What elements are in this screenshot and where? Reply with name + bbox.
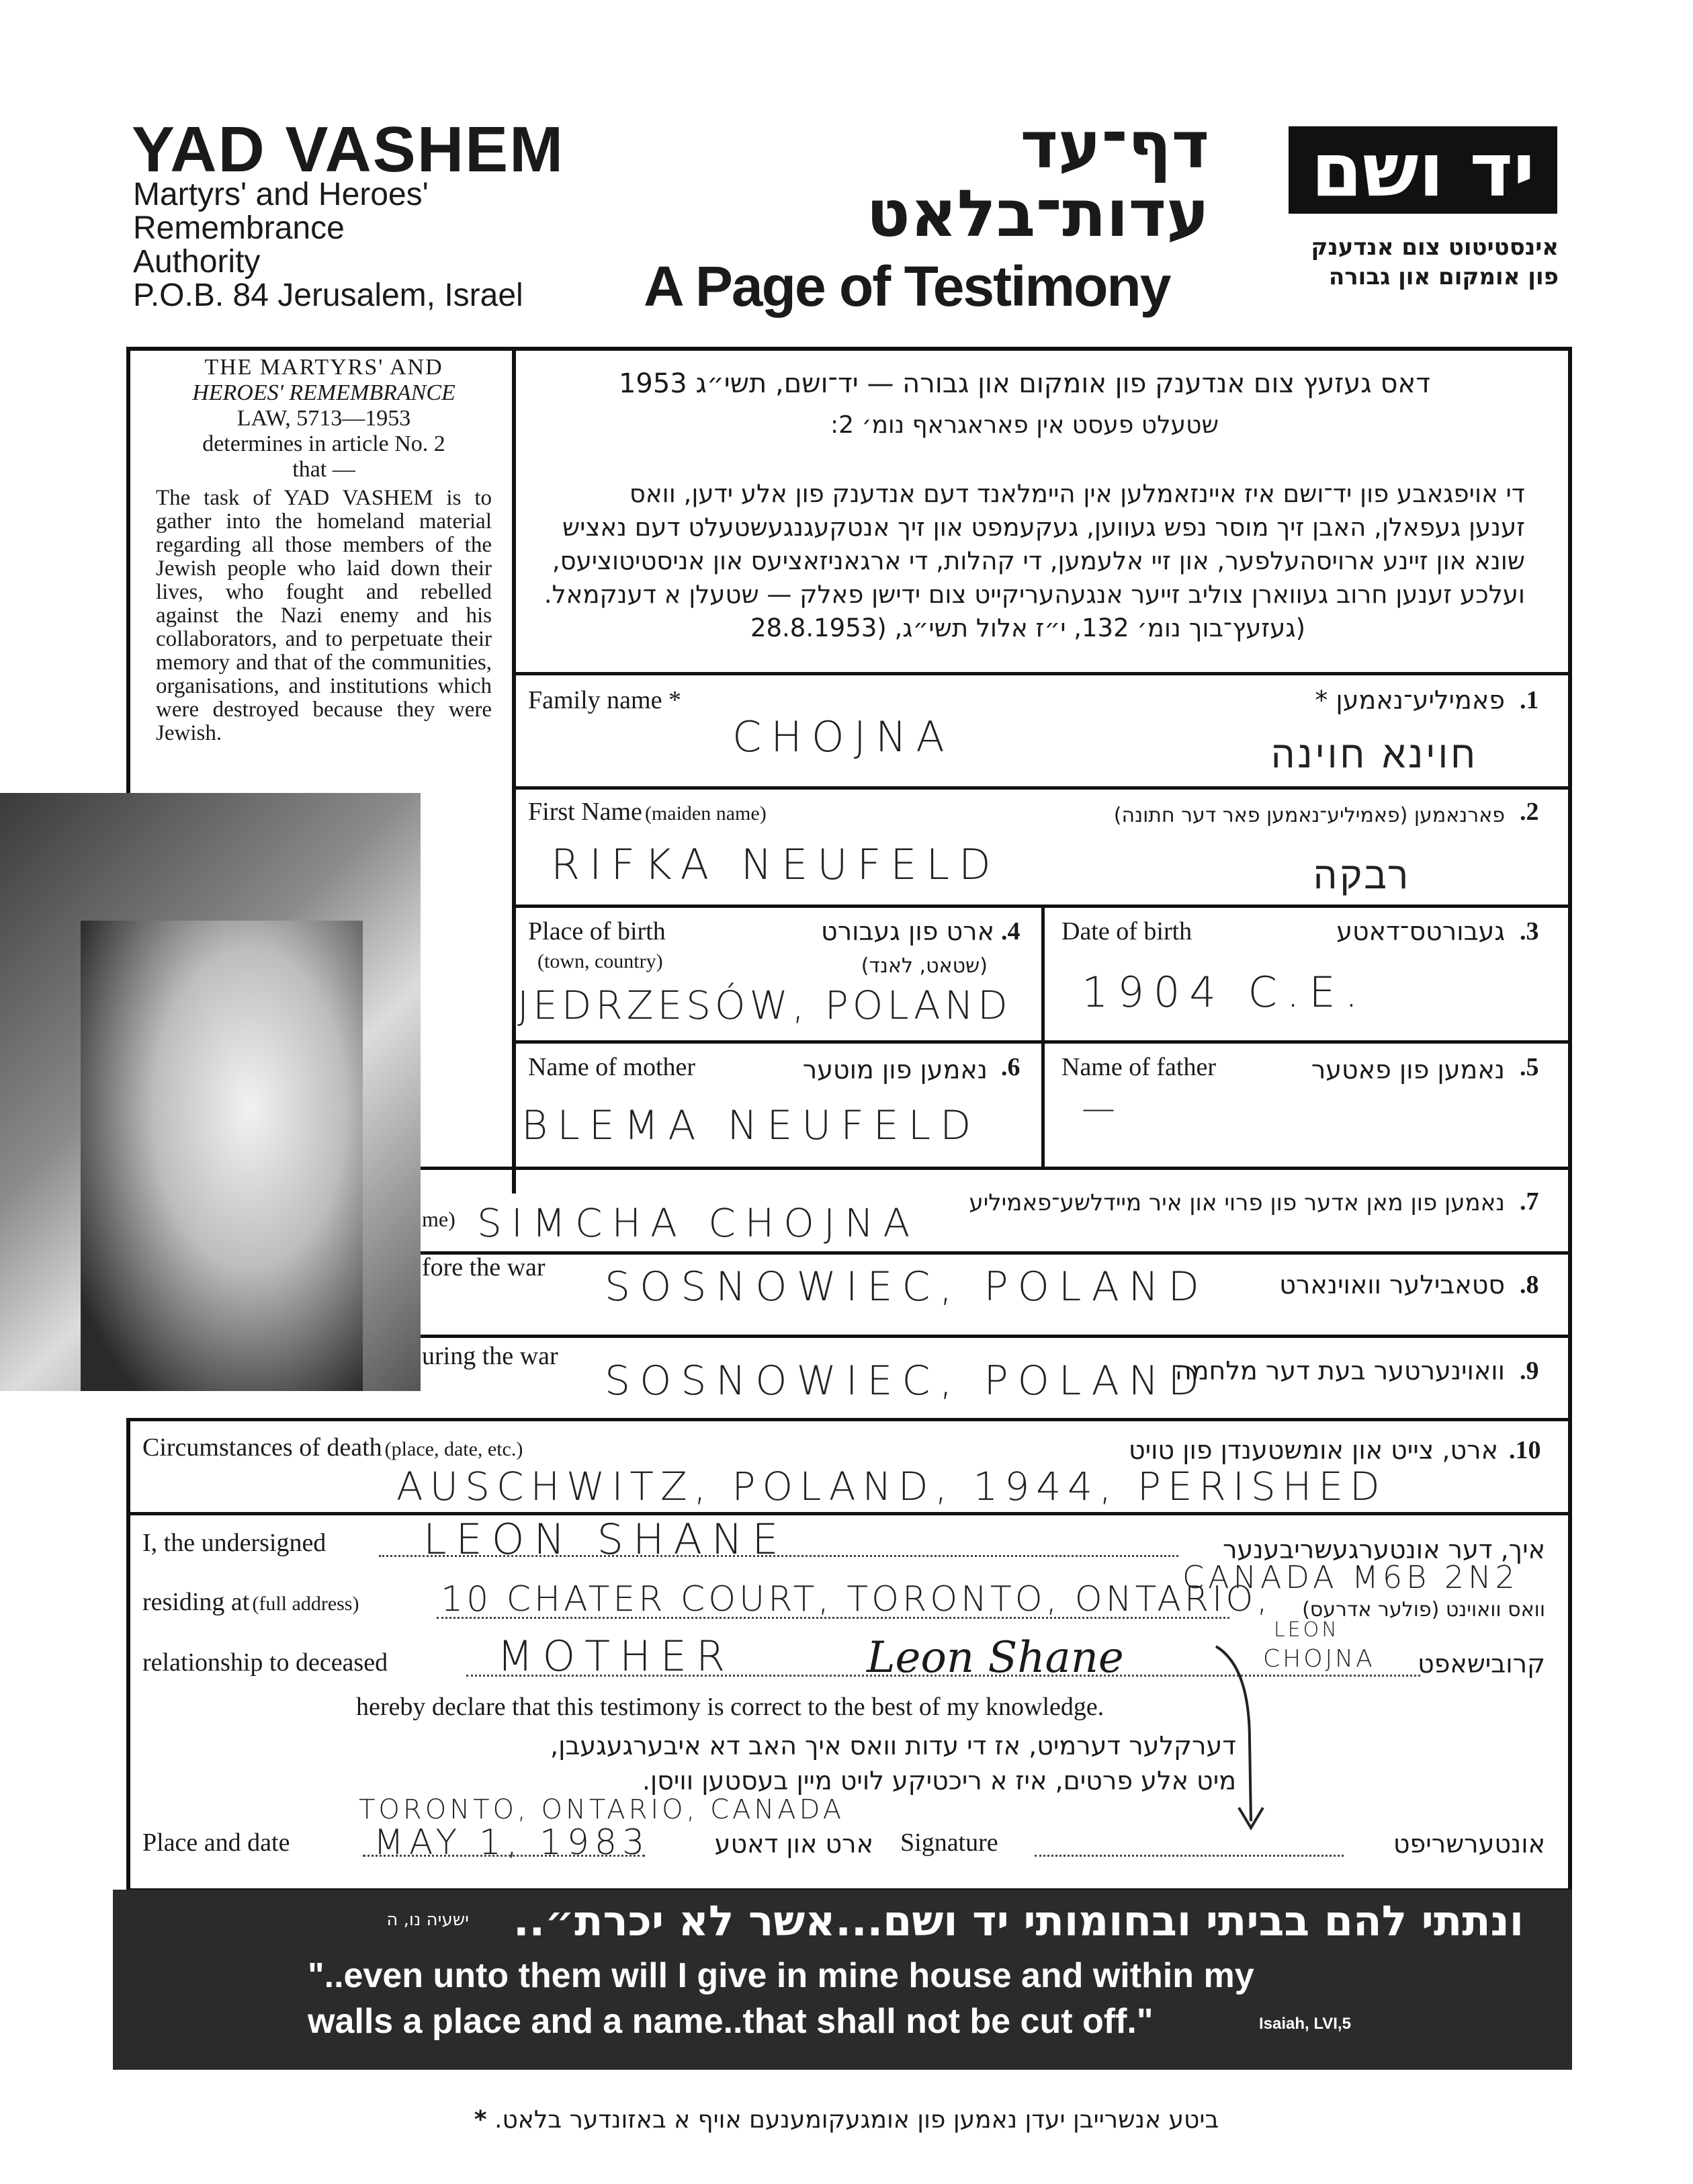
rule-after-field-1 [512, 786, 1572, 790]
field-7-label: me) [422, 1207, 455, 1231]
rule-after-field-4 [512, 1040, 1572, 1044]
declaration-text: hereby declare that this testimony is correct to the best of my knowledge. [356, 1693, 1104, 1721]
field-2-label-group [528, 797, 767, 827]
place-value: MAY 1, 1983 [374, 1822, 650, 1863]
field-4-hebrew-label: ארט פון געבורט [821, 917, 994, 946]
field-1-hebrew-value: חוינא חוינה [1271, 733, 1478, 777]
undersigned-label: I, the undersigned [142, 1529, 327, 1557]
law-hebrew-text [531, 368, 1518, 439]
rule-after-field-10 [126, 1512, 1572, 1515]
law-heb-1: דאס געזעץ צום אנדענק פון אומקום און גבורה — יד־ושם, תשי״ג 1953 [618, 368, 1431, 399]
field-3-value: 1904 C.E. [1082, 968, 1368, 1017]
hebrew-title-1: דף־עד [1020, 108, 1209, 183]
field-4-value: JEDRZESÓW, POLAND [517, 982, 1012, 1028]
field-7-value: SIMCHA CHOJNA [477, 1200, 920, 1246]
law-box [156, 355, 492, 745]
rule-after-field-7 [421, 1251, 1572, 1255]
field-1-value: CHOJNA [732, 712, 954, 761]
signature-note-1: LEON [1274, 1618, 1340, 1642]
field-5-hebrew-label: נאמען פון פאטער [1311, 1055, 1505, 1085]
law-line-2: that — [292, 457, 355, 482]
field-1-label: Family name * [528, 686, 681, 714]
field-10-value: AUSCHWITZ, POLAND, 1944, PERISHED [396, 1464, 1387, 1509]
org-address: P.O.B. 84 Jerusalem, Israel [133, 278, 523, 313]
field-4-label: Place of birth [528, 917, 666, 946]
form-right-border [1568, 347, 1572, 1892]
signature-scrawl: Leon Shane [867, 1633, 1124, 1683]
footnote-star: * [474, 2106, 487, 2134]
law-heb-2: שטעלט פעסט אין פאראגראף נומ׳ 2: [830, 411, 1219, 439]
footnote [417, 2106, 1276, 2134]
law-heb-5: שונא און זיינע ארויסהעלפער, און זיי אלעמען, די קהלות, די ארגאניזאציעס און אניסטיטוציעס, [552, 546, 1525, 575]
field-4-hebrew-sub: (שטאט, לאנד) [861, 954, 988, 978]
residing-value-2: CANADA M6B 2N2 [1182, 1559, 1519, 1595]
field-3-label: Date of birth [1061, 917, 1192, 946]
place-label: Place and date [142, 1829, 290, 1857]
relationship-value: MOTHER [497, 1632, 735, 1681]
footer-hebrew-quote: ונתתי להם בביתי ובחומותי יד ושם...אשר לא יכרת״.. [513, 1896, 1524, 1945]
law-line-1: determines in article No. 2 [202, 431, 445, 456]
field-8-hebrew-label: סטאבילער וואוינארט [1279, 1270, 1505, 1300]
law-heb-6: ועלכע זענען חרוב געווארן צוליב זייער אנגעהעריקייט צום ידישן פאלק — שטעלן א דענקמאל. [544, 580, 1525, 609]
field-8-value: SOSNOWIEC, POLAND [605, 1263, 1209, 1310]
signature-hebrew-label: אונטערשריפט [1393, 1829, 1545, 1859]
field-10-label-group [142, 1433, 523, 1462]
divider-field-4-3 [1041, 905, 1045, 1167]
field-6-value: BLEMA NEUFELD [521, 1102, 981, 1149]
logo-subtitle-1: אינסטיטוט צום אנדענק [1311, 234, 1559, 261]
relationship-hebrew-label: קרובישאפט [1418, 1649, 1545, 1679]
hebrew-title-2: עדות־בלאט [866, 176, 1209, 251]
field-4-label-sub: (town, country) [537, 950, 663, 972]
law-heb-paragraph [531, 477, 1525, 645]
signature-note-2: CHOJNA [1263, 1645, 1375, 1673]
field-2-number: .2 [1520, 798, 1539, 826]
photo-figure [81, 921, 363, 1391]
affixed-photograph [0, 793, 421, 1391]
declaration-hebrew-2: מיט אלע פרטים, איז א ריכטיקע לויט מיין בעסטען וויסן. [642, 1766, 1236, 1796]
form-top-border [126, 347, 1572, 351]
field-9-hebrew-label: וואוינערטער בעת דער מלחמה [1174, 1356, 1505, 1386]
logo-subtitle-2: פון אומקום און גבורה [1328, 263, 1559, 290]
field-7-number: .7 [1520, 1187, 1539, 1216]
law-title-2: HEROES' REMEMBRANCE [192, 380, 455, 405]
footer-quote-line-2: walls a place and a name..that shall not be cut off." [308, 2002, 1154, 2041]
rule-after-field-6 [421, 1167, 1572, 1170]
law-heb-7: (געזעץ־בוך נומ׳ 132, י״ז אלול תשי״ג, (28.8.1953 [750, 614, 1306, 642]
field-2-value: RIFKA NEUFELD [551, 840, 1000, 889]
logo-text: יד ושם [1311, 127, 1535, 213]
residing-hebrew-label: וואס וואוינט (פולער אדרעס) [1302, 1598, 1545, 1622]
field-1-hebrew-label: פאמיליע־נאמען * [1315, 685, 1505, 715]
residing-value: 10 CHATER COURT, TORONTO, ONTARIO, [441, 1579, 1271, 1620]
document-title: A Page of Testimony [644, 255, 1170, 318]
field-5-label: Name of father [1061, 1053, 1216, 1081]
field-10-number: .10 [1509, 1436, 1541, 1464]
field-10-label: Circumstances of death [142, 1433, 382, 1462]
undersigned-value: LEON SHANE [423, 1515, 788, 1564]
residing-label-group [142, 1587, 359, 1617]
form-left-border-lower [126, 1418, 130, 1892]
law-body: The task of YAD VASHEM is to gather into the homeland material regarding all those members of the Jewish people who laid down their lives, who fought and rebelled against the Nazi enemy and his collaborators, and to perpetuate their memory and that of the communities, organisations, and institutions which were destroyed because they were Jewish. [156, 486, 492, 745]
field-3-hebrew-label: געבורטס־דאטע [1336, 917, 1505, 946]
field-8-label: fore the war [422, 1253, 546, 1282]
field-9-number: .9 [1520, 1357, 1539, 1385]
field-6-label: Name of mother [528, 1053, 696, 1081]
law-title: THE MARTYRS' AND [204, 355, 443, 380]
signature-line [1035, 1845, 1344, 1857]
signature-arrow [1209, 1640, 1290, 1841]
field-3-number: .3 [1520, 917, 1539, 946]
field-5-number: .5 [1520, 1053, 1539, 1081]
residing-label: residing at [142, 1588, 250, 1616]
law-box-divider [512, 347, 516, 1193]
rule-after-field-9 [126, 1418, 1572, 1421]
rule-before-field-1 [512, 672, 1572, 675]
footnote-text: ביטע אנשרייבן יעדן נאמען פון אומגעקומענעם אויף א באזונדער בלאט. [494, 2106, 1219, 2134]
org-title: YAD VASHEM [132, 114, 565, 185]
footer-quote-line-1: "..even unto them will I give in mine house and within my [308, 1956, 1254, 1995]
law-title-3: LAW, 5713—1953 [236, 406, 411, 431]
declaration-hebrew-1: דערקלער דערמיט, אז די עדות וואס איך האב דא איבערגעגעבן, [550, 1731, 1236, 1761]
org-line-1: Martyrs' and Heroes' [133, 177, 429, 212]
rule-after-field-8 [421, 1335, 1572, 1338]
field-10-hebrew-label: ארט, צייט און אומשטענדן פון טויט [1128, 1435, 1498, 1465]
field-8-number: .8 [1520, 1271, 1539, 1299]
place-note: TORONTO, ONTARIO, CANADA [359, 1794, 845, 1825]
field-2-label: First Name [528, 798, 642, 826]
relationship-label: relationship to deceased [142, 1648, 388, 1677]
field-2-hebrew-label: פארנאמען (פאמיליע־נאמען פאר דער חתונה) [1113, 804, 1505, 827]
footer-quote-band [113, 1890, 1572, 2070]
field-7-hebrew-label: נאמען פון מאן אדער פון פרוי און איר מיידלשע־פאמיליע [969, 1189, 1505, 1216]
yad-vashem-logo [1289, 126, 1557, 214]
field-5-value: — [1082, 1089, 1125, 1128]
field-2-label-sub: (maiden name) [644, 802, 767, 825]
signature-label: Signature [900, 1829, 998, 1857]
field-1-number: .1 [1520, 686, 1539, 714]
org-line-3: Authority [133, 244, 261, 280]
form-left-border [126, 347, 130, 804]
footer-hebrew-ref: ישעיה נו, ה [386, 1910, 469, 1930]
residing-label-sub: (full address) [252, 1593, 359, 1615]
field-6-hebrew-label: נאמען פון מוטער [802, 1055, 988, 1085]
field-10-label-sub: (place, date, etc.) [384, 1438, 523, 1460]
field-9-value: SOSNOWIEC, POLAND [605, 1357, 1209, 1404]
law-heb-4: זענען געפאלן, האבן זיך מוסר נפש געווען, געקעמפט און זיך אנטקעגנגעשטעלט דעם נאציש [562, 513, 1525, 542]
footer-quote-ref: Isaiah, LVI,5 [1259, 2015, 1351, 2033]
place-hebrew-label: ארט און דאטע [714, 1829, 873, 1859]
field-4-number: .4 [1001, 917, 1021, 946]
org-line-2: Remembrance [133, 210, 345, 246]
undersigned-hebrew-label: איך, דער אונטערגעשריבענער [1223, 1535, 1545, 1564]
field-6-number: .6 [1001, 1053, 1021, 1081]
law-heb-3: די אויפגאבע פון יד־ושם איז איינזאמלען אין היימלאנד דעם אנדענק פון אלע ידען, וואס [629, 479, 1525, 508]
field-2-hebrew-value: רבקה [1313, 854, 1411, 898]
field-9-label: uring the war [422, 1342, 558, 1370]
